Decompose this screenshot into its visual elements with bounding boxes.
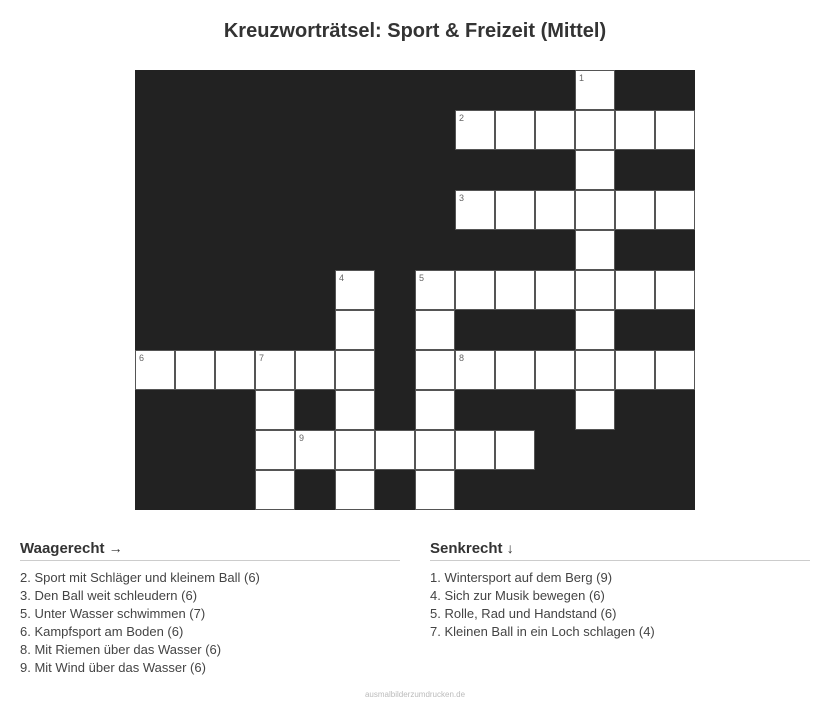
crossword-cell[interactable] xyxy=(575,190,615,230)
crossword-cell[interactable] xyxy=(455,270,495,310)
clue-number: 7 xyxy=(259,353,265,363)
crossword-cell[interactable] xyxy=(295,430,335,470)
crossword-cell[interactable] xyxy=(415,430,455,470)
crossword-cell[interactable] xyxy=(495,350,535,390)
crossword-cell[interactable] xyxy=(655,190,695,230)
crossword-cell[interactable] xyxy=(495,190,535,230)
crossword-cell[interactable] xyxy=(255,390,295,430)
crossword-cell[interactable] xyxy=(575,350,615,390)
clue-number: 8 xyxy=(459,353,465,363)
crossword-grid xyxy=(135,70,695,510)
crossword-cell[interactable] xyxy=(135,350,175,390)
crossword-cell[interactable] xyxy=(535,350,575,390)
crossword-cell[interactable] xyxy=(575,110,615,150)
crossword-cell[interactable] xyxy=(415,470,455,510)
crossword-cell[interactable] xyxy=(175,350,215,390)
across-heading-label: Waagerecht xyxy=(20,540,105,557)
crossword-cell[interactable] xyxy=(535,190,575,230)
arrow-down-icon: ↓ xyxy=(506,540,514,556)
crossword-cell[interactable] xyxy=(495,430,535,470)
crossword-cell[interactable] xyxy=(295,350,335,390)
crossword-cell[interactable] xyxy=(335,310,375,350)
clue-number: 9 xyxy=(299,433,305,443)
crossword-cell[interactable] xyxy=(255,430,295,470)
crossword-cell[interactable] xyxy=(575,310,615,350)
crossword-cell[interactable] xyxy=(375,430,415,470)
crossword-cell[interactable] xyxy=(575,390,615,430)
down-heading xyxy=(430,540,810,561)
crossword-cell[interactable] xyxy=(655,110,695,150)
across-clue: 6. Kampfsport am Boden (6) xyxy=(20,624,184,639)
crossword-cell[interactable] xyxy=(455,430,495,470)
crossword-cell[interactable] xyxy=(615,110,655,150)
crossword-cell[interactable] xyxy=(575,270,615,310)
crossword-cell[interactable] xyxy=(335,390,375,430)
crossword-cell[interactable] xyxy=(535,270,575,310)
crossword-cell[interactable] xyxy=(415,310,455,350)
across-clue: 8. Mit Riemen über das Wasser (6) xyxy=(20,642,222,657)
clue-number: 6 xyxy=(139,353,145,363)
across-heading xyxy=(20,540,400,561)
crossword-cell[interactable] xyxy=(535,110,575,150)
crossword-cell[interactable] xyxy=(575,70,615,110)
across-clues-panel xyxy=(20,540,400,677)
crossword-cell[interactable] xyxy=(215,350,255,390)
crossword-cell[interactable] xyxy=(455,190,495,230)
page-title: Kreuzworträtsel: Sport & Freizeit (Mittel) xyxy=(223,20,607,42)
clue-number: 3 xyxy=(459,193,465,203)
crossword-cell[interactable] xyxy=(255,470,295,510)
crossword-cell[interactable] xyxy=(615,270,655,310)
crossword-cell[interactable] xyxy=(455,110,495,150)
crossword-cell[interactable] xyxy=(655,270,695,310)
across-clue-list xyxy=(20,569,400,677)
crossword-cell[interactable] xyxy=(615,190,655,230)
crossword-cell[interactable] xyxy=(415,390,455,430)
across-clue: 3. Den Ball weit schleudern (6) xyxy=(20,588,198,603)
crossword-cell[interactable] xyxy=(335,350,375,390)
crossword-cell[interactable] xyxy=(455,350,495,390)
down-clue-list xyxy=(430,569,810,641)
down-clue: 4. Sich zur Musik bewegen (6) xyxy=(430,588,605,603)
clue-number: 1 xyxy=(579,73,585,83)
down-heading-label: Senkrecht xyxy=(430,540,503,557)
crossword-cell[interactable] xyxy=(615,350,655,390)
crossword-cell[interactable] xyxy=(335,430,375,470)
crossword-cell[interactable] xyxy=(335,470,375,510)
crossword-cell[interactable] xyxy=(415,350,455,390)
down-clue: 7. Kleinen Ball in ein Loch schlagen (4) xyxy=(430,624,655,639)
footer-source: ausmalbilderzumdrucken.de xyxy=(364,690,466,699)
clue-number: 4 xyxy=(339,273,345,283)
crossword-cell[interactable] xyxy=(255,350,295,390)
arrow-right-icon: → xyxy=(108,540,123,556)
across-clue: 9. Mit Wind über das Wasser (6) xyxy=(20,660,206,675)
down-clues-panel xyxy=(430,540,810,641)
clue-number: 5 xyxy=(419,273,425,283)
across-clue: 2. Sport mit Schläger und kleinem Ball (6) xyxy=(20,570,260,585)
across-clue: 5. Unter Wasser schwimmen (7) xyxy=(20,606,206,621)
clue-number: 2 xyxy=(459,113,465,123)
down-clue: 5. Rolle, Rad und Handstand (6) xyxy=(430,606,617,621)
crossword-cell[interactable] xyxy=(655,350,695,390)
down-clue: 1. Wintersport auf dem Berg (9) xyxy=(430,570,613,585)
crossword-cell[interactable] xyxy=(495,270,535,310)
crossword-cell[interactable] xyxy=(495,110,535,150)
crossword-cell[interactable] xyxy=(575,230,615,270)
crossword-cell[interactable] xyxy=(415,270,455,310)
crossword-cell[interactable] xyxy=(335,270,375,310)
crossword-cell[interactable] xyxy=(575,150,615,190)
